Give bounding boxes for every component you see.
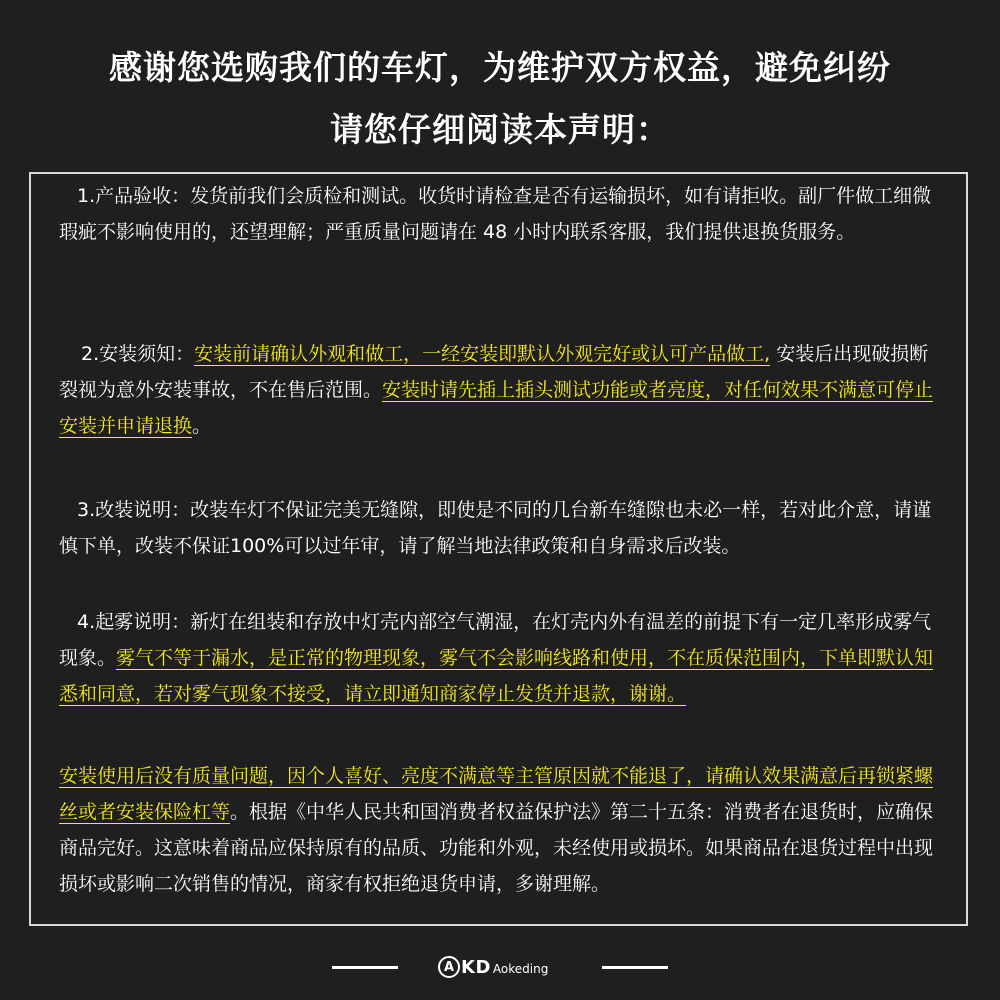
section-2-highlight-2: 安装时请先插上插头测试功能或者亮度，对任何效果不满意可停止安装并申请退换 [59, 379, 934, 437]
section-2-lead: 2.安装须知： [81, 343, 195, 365]
section-installation [59, 336, 939, 444]
notice-box [29, 172, 968, 926]
section-2-mid: 安装后出现破损断裂视为意外安装事故，不在售后范围。 [59, 343, 929, 401]
section-fogging [59, 604, 939, 712]
section-return-policy [59, 758, 939, 902]
logo-brand-name: Aokeding [492, 962, 549, 976]
section-2-highlight-1: 安装前请确认外观和做工，一经安装即默认外观完好或认可产品做工, [194, 343, 771, 365]
section-modification [59, 492, 939, 564]
section-4-highlight: 雾气不等于漏水，是正常的物理现象，雾气不会影响线路和使用，不在质保范围内，下单即默认知悉和同意，若对雾气现象不接受，请立即通知商家停止发货并退款，谢谢。 [59, 647, 934, 705]
section-product-acceptance [59, 178, 939, 250]
logo-akd-text: KD [461, 956, 491, 978]
section-5-highlight: 安装使用后没有质量问题，因个人喜好、亮度不满意等主管原因就不能退了，请确认效果满意后再锁紧螺丝或者安装保险杠等 [59, 765, 934, 823]
brand-logo [438, 953, 548, 981]
footer-divider-right [602, 966, 668, 969]
section-2-tail: 。 [192, 415, 212, 437]
section-5-text: 。根据《中华人民共和国消费者权益保护法》第二十五条：消费者在退货时，应确保商品完好。这意味着商品应保持原有的品质、功能和外观，未经使用或损坏。如果商品在退货过程中出现损坏或影响二次销售的情况，商家有权拒绝退货申请，多谢理解。 [59, 801, 934, 895]
section-4-lead: 4.起雾说明：新灯在组装和存放中灯壳内部空气潮湿，在灯壳内外有温差的前提下有一定几率形成雾气现象。 [59, 611, 932, 669]
page-subtitle: 请您仔细阅读本声明： [330, 110, 670, 149]
page-title: 感谢您选购我们的车灯，为维护双方权益，避免纠纷 [109, 48, 891, 87]
footer-divider-left [332, 966, 398, 969]
section-3-text: 3.改装说明：改装车灯不保证完美无缝隙，即使是不同的几台新车缝隙也未必一样，若对此介意，请谨慎下单，改装不保证100%可以过年审，请了解当地法律政策和自身需求后改装。 [59, 499, 932, 557]
section-1-text: 1.产品验收：发货前我们会质检和测试。收货时请检查是否有运输损坏，如有请拒收。副厂件做工细微瑕疵不影响使用的，还望理解；严重质量问题请在 48 小时内联系客服，我们提供退换货服务。 [59, 185, 932, 243]
logo-a-icon: A [438, 956, 460, 978]
